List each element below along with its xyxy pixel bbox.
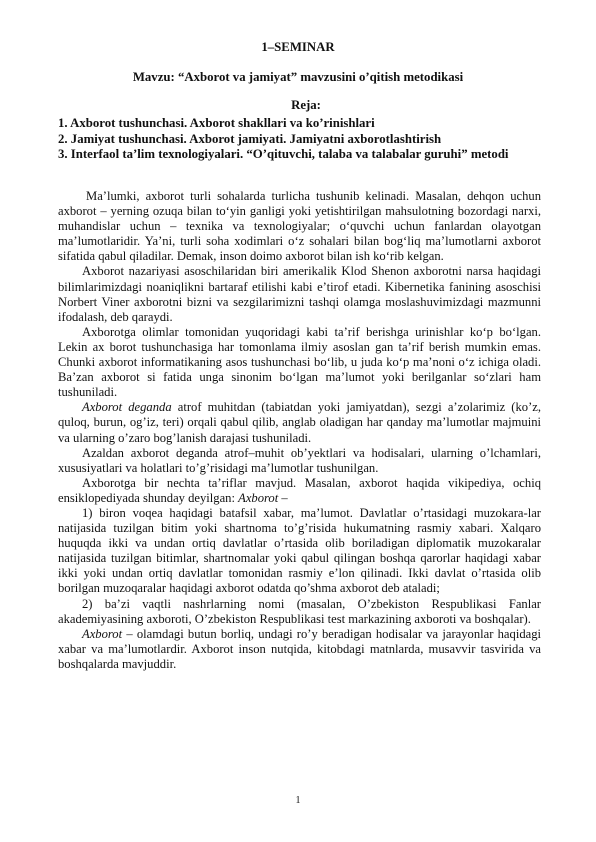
plan-item-1: 1. Axborot tushunchasi. Axborot shakllari va ko’rinishlari [58, 116, 375, 130]
plan-item-3: 3. Interfaol ta’lim texnologiyalari. “O’qituvchi, talaba va talabalar guruhi” metodi [58, 147, 509, 161]
paragraph: Axborot nazariyasi asoschilaridan biri amerikalik Klod Shenon axborotni narsa haqidagi bilimlarimizdagi noaniqlikni bartaraf etilishi kabi e’tirof etadi. Kibernetika fanining asoschisi Norbert Viner axborotni bizni va sezgilarimizni tashqi olamga moslashuvimizdagi mazmunni ifodalash, deb qaraydi. [58, 264, 541, 324]
paragraph: Ma’lumki, axborot turli sohalarda turlicha tushunib kelinadi. Masalan, dehqon uchun axborot – yerning ozuqa bilan to‘yin ganligi yoki yetishtirilgan mahsulotning bozordagi narxi, muhandislar uchun – texnika va texnologiyalar; o‘quvchi uchun fanlardan olayotgan ma’lumotlaridir. Ya’ni, turli soha xodimlari o‘z sohalari bilan bog‘liq ma’lumotlarni axborot sifatida qabul qiladilar. Demak, inson doimo axborot bilan ish ko‘rib kelgan. [58, 189, 541, 264]
emphasis-term: Axborot [82, 626, 123, 641]
plan-list [58, 116, 541, 163]
emphasis-term: Axborot – [238, 490, 288, 505]
paragraph [58, 476, 541, 506]
seminar-title: 1–SEMINAR [261, 40, 335, 54]
paragraph [58, 400, 541, 445]
paragraph: 1) biron voqea haqidagi batafsil xabar, ma’lumot. Davlatlar o’rtasidagi muzokara-lar natijasida tuzilgan bitim yoki shartnoma to’g’risida hukumatning rasmiy xabari. Xalqaro huquqda ikki va undan ortiq davlatlar o’rtasida olib boriladigan diplomatik muzokaralar natijasida tuzilgan bitimlar, shartnomalar yoki qabul qilingan boshqa qarorlar haqidagi xabar ikki yoki undan ortiq davlatlar tomonidan rasmiy e’lon qilinadi. Ikki davlat o’rtasida olib borilgan muzoqaralar haqidagi axborot odatda qo’shma axborot deb ataladi; [58, 505, 541, 596]
emphasis-term: Axborot deganda [82, 400, 172, 415]
topic-line: Mavzu: “Axborot va jamiyat” mavzusini o’qitish metodikasi [132, 70, 464, 84]
paragraph-text: Axborotga bir nechta ta’riflar mavjud. Masalan, axborot haqida vikipediya, ochiq ensiklopediyada shunday deyilgan: [58, 475, 541, 505]
paragraph [58, 627, 541, 672]
paragraph: Axborotga olimlar tomonidan yuqoridagi kabi ta’rif berishga urinishlar ko‘p bo‘lgan. Lekin ax borot tushunchasiga har tomonlama ilmiy asoslan gan ta’rif berish mumkin emas. Chunki axborot informatikaning asos tushunchasi bo‘lib, u juda ko‘p ma’noni o‘z ichiga oladi. Ba’zan axborot si fatida unga sinonim bo‘lgan ma’lumot yoki berilganlar so‘zlari ham tushuniladi. [58, 324, 541, 400]
paragraph: Azaldan axborot deganda atrof–muhit ob’yektlari va hodisalari, ularning o’lchamlari, xususiyatlari va holatlari to’g’risidagi ma’lumotlar tushunilgan. [58, 445, 541, 475]
paragraph: 2) ba’zi vaqtli nashrlarning nomi (masalan, O’zbekiston Respublikasi Fanlar akademiyasining axboroti, O’zbekiston Respublikasi test markazining axboroti va boshqalar). [58, 596, 541, 626]
document-body [58, 189, 541, 672]
paragraph-text: atrof muhitdan (tabiatdan yoki jamiyatdan), sezgi a’zolarimiz (ko’z, quloq, burun, og’iz, teri) orqali qabul qilib, anglab oladigan har qanday ma’lumotlar majmuini va ularning o’zaro bog’lanish darajasi tushuniladi. [58, 400, 542, 445]
plan-item-2: 2. Jamiyat tushunchasi. Axborot jamiyati. Jamiyatni axborotlashtirish [58, 131, 442, 146]
plan-heading: Reja: [291, 98, 321, 112]
page-number: 1 [295, 795, 301, 806]
paragraph-text: – olamdagi butun borliq, undagi ro’y beradigan hodisalar va jarayonlar haqidagi xabar va ma’lumotlardir. Axborot inson nutqida, kitobdagi matnlarda, musavvir tasvirida va boshqalarda mavjuddir. [58, 626, 541, 671]
